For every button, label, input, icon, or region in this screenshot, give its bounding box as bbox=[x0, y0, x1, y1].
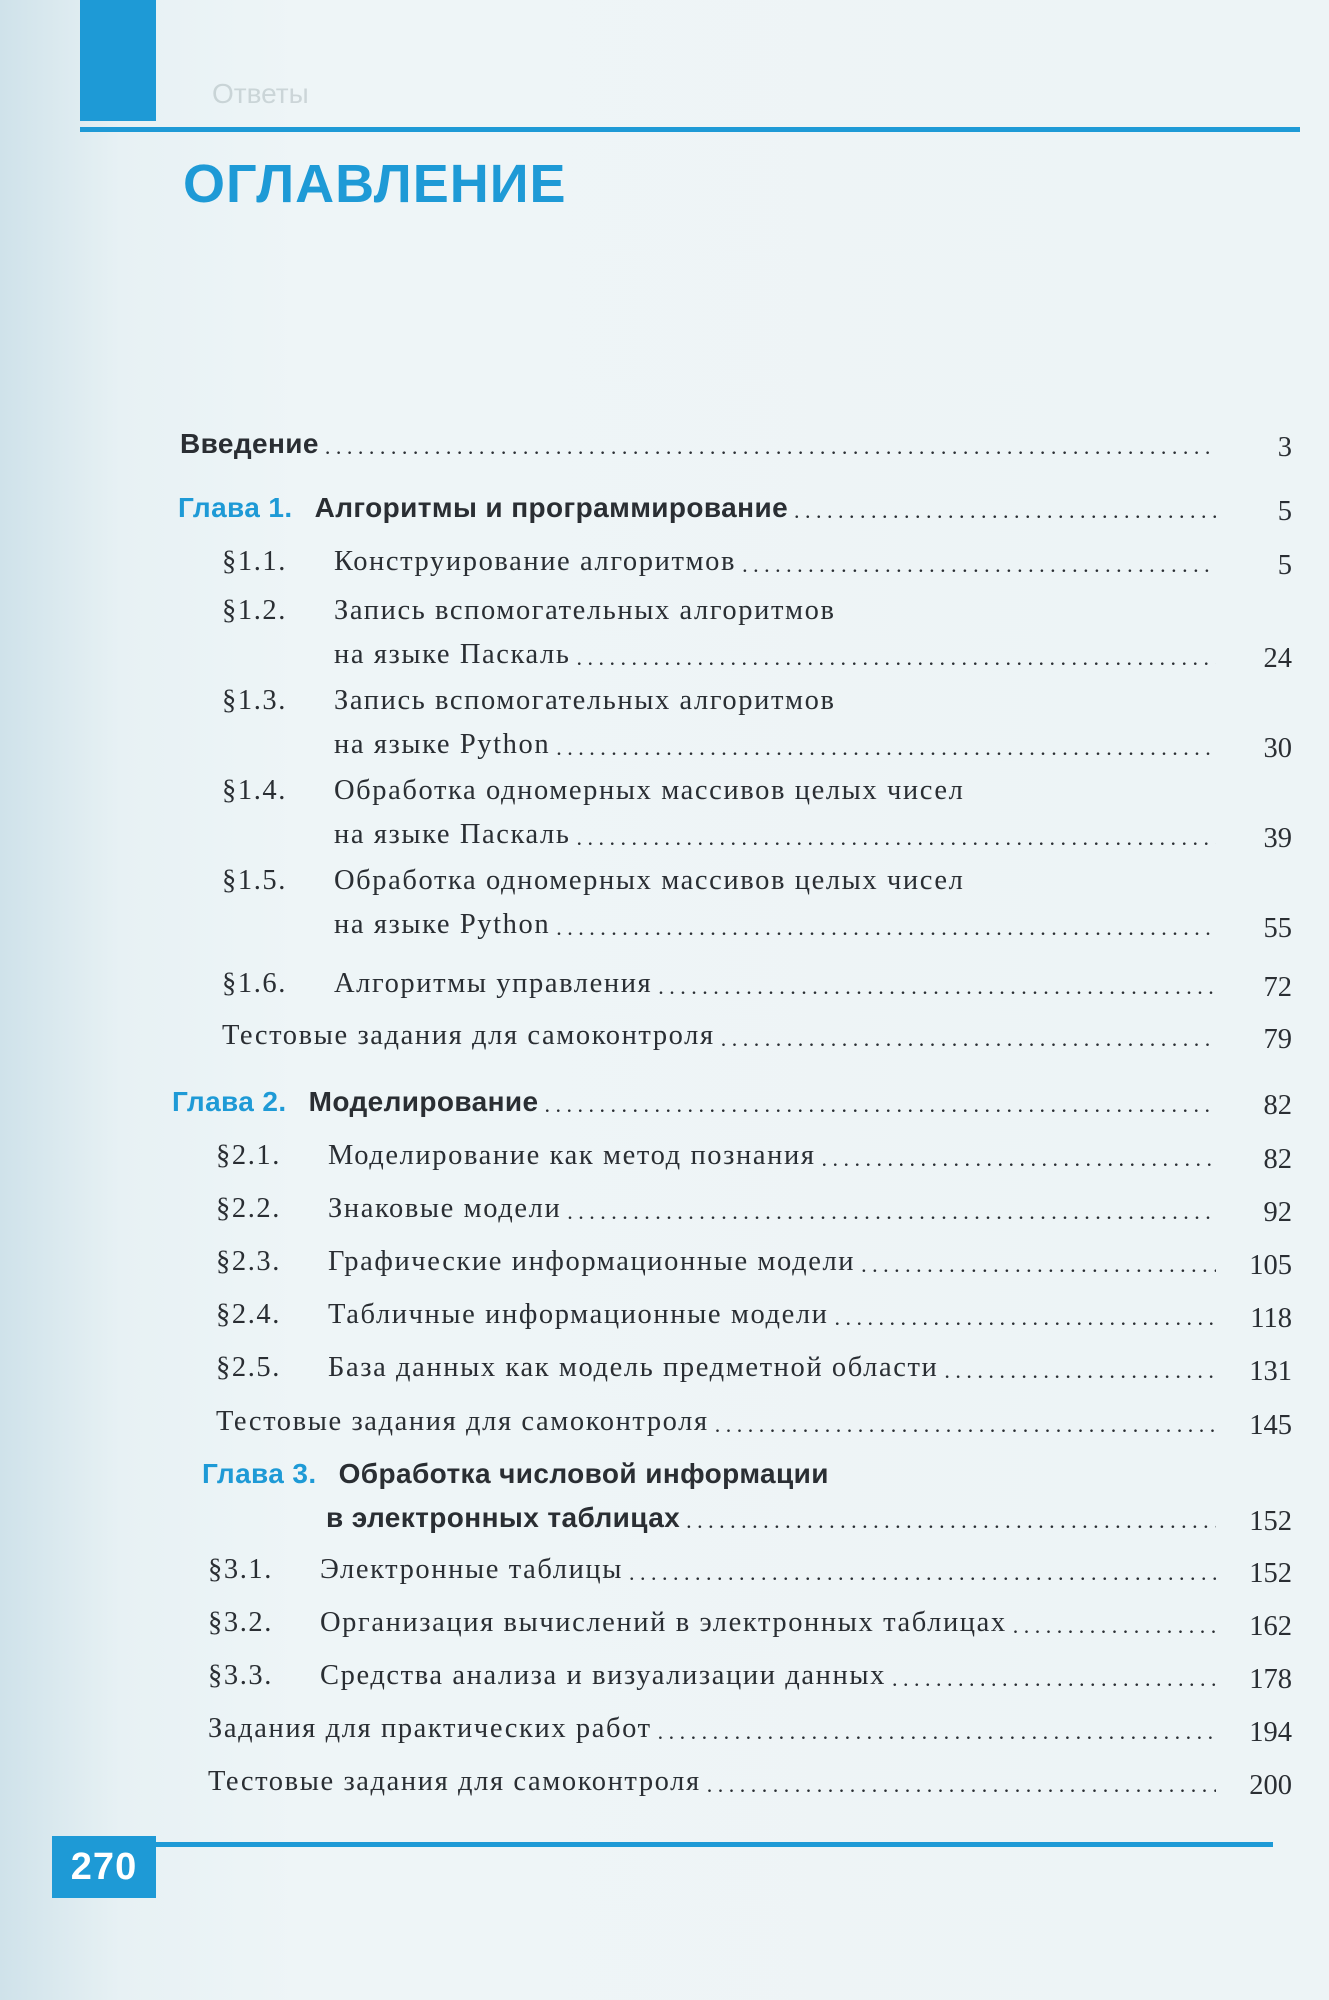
toc-practice-ch3[interactable] bbox=[208, 1703, 1292, 1747]
section-number: §3.3. bbox=[208, 1660, 273, 1691]
section-number: §2.2. bbox=[216, 1193, 281, 1224]
section-title: Организация вычислений в электронных таблицах bbox=[320, 1607, 1007, 1638]
toc-page-ref: 79 bbox=[1263, 1024, 1292, 1055]
section-heading bbox=[216, 1138, 816, 1174]
toc-section-3-2[interactable] bbox=[208, 1597, 1292, 1641]
section-number: §1.3. bbox=[222, 685, 287, 716]
section-number: §1.1. bbox=[222, 546, 287, 577]
toc-page-ref: 194 bbox=[1249, 1717, 1292, 1748]
dot-leader bbox=[1013, 1611, 1216, 1641]
section-number: §1.4. bbox=[222, 775, 287, 806]
section-heading bbox=[216, 1297, 829, 1333]
dot-leader bbox=[707, 1770, 1216, 1800]
chapter-label: Глава 3. bbox=[202, 1458, 317, 1489]
toc-page-ref: 82 bbox=[1263, 1090, 1292, 1121]
toc-section-2-3[interactable] bbox=[216, 1236, 1292, 1280]
dot-leader bbox=[822, 1144, 1216, 1174]
toc-page-ref: 105 bbox=[1249, 1250, 1292, 1281]
chapter-label: Глава 2. bbox=[172, 1086, 287, 1117]
toc-intro-label: Введение bbox=[180, 428, 319, 459]
running-head-showthrough: Ответы bbox=[212, 78, 309, 109]
section-title-line2: на языке Паскаль bbox=[334, 819, 571, 850]
section-heading bbox=[216, 1244, 855, 1280]
section-title-line2: на языке Паскаль bbox=[334, 639, 571, 670]
section-number: §2.3. bbox=[216, 1246, 281, 1277]
chapter-heading bbox=[172, 1084, 539, 1120]
toc-page-ref: 145 bbox=[1249, 1410, 1292, 1441]
section-number: §2.1. bbox=[216, 1140, 281, 1171]
section-heading bbox=[208, 1658, 886, 1694]
toc-section-2-5[interactable] bbox=[216, 1342, 1292, 1386]
section-title: Знаковые модели bbox=[328, 1193, 562, 1224]
dot-leader bbox=[861, 1250, 1216, 1280]
toc-page-ref: 30 bbox=[1263, 733, 1292, 764]
section-number: §1.6. bbox=[222, 968, 287, 999]
toc-section-3-1[interactable] bbox=[208, 1544, 1292, 1588]
section-heading bbox=[222, 544, 736, 580]
dot-leader bbox=[629, 1558, 1216, 1588]
section-title: Конструирование алгоритмов bbox=[334, 546, 737, 577]
dot-leader bbox=[742, 550, 1216, 580]
toc-page-ref: 152 bbox=[1249, 1506, 1292, 1537]
toc-tests-ch3[interactable] bbox=[208, 1756, 1292, 1800]
toc-section-1-5[interactable] bbox=[222, 863, 1292, 943]
section-heading-line1 bbox=[222, 593, 1292, 629]
dot-leader bbox=[658, 972, 1216, 1002]
dot-leader bbox=[721, 1024, 1216, 1054]
toc-page-ref: 131 bbox=[1249, 1356, 1292, 1387]
toc-page-ref: 178 bbox=[1249, 1664, 1292, 1695]
section-title: Электронные таблицы bbox=[320, 1554, 624, 1585]
chapter-heading-line2 bbox=[202, 1492, 1292, 1536]
toc-page-ref: 72 bbox=[1263, 972, 1292, 1003]
page-number: 270 bbox=[52, 1836, 156, 1898]
toc-page-ref: 55 bbox=[1263, 913, 1292, 944]
toc-page-ref: 92 bbox=[1263, 1197, 1292, 1228]
section-heading-line1 bbox=[222, 683, 1292, 719]
toc-page-ref: 5 bbox=[1277, 496, 1292, 527]
chapter-title-line2: в электронных таблицах bbox=[326, 1502, 681, 1533]
section-number: §2.4. bbox=[216, 1299, 281, 1330]
section-heading-line1 bbox=[222, 863, 1292, 899]
toc-chapter-1[interactable] bbox=[178, 482, 1292, 526]
section-number: §3.2. bbox=[208, 1607, 273, 1638]
toc-intro[interactable] bbox=[180, 418, 1292, 462]
toc-section-2-1[interactable] bbox=[216, 1130, 1292, 1174]
page-title: ОГЛАВЛЕНИЕ bbox=[183, 154, 567, 214]
toc-page-ref: 200 bbox=[1249, 1770, 1292, 1801]
section-number: §3.1. bbox=[208, 1554, 273, 1585]
section-heading bbox=[208, 1552, 623, 1588]
section-title-line1: Запись вспомогательных алгоритмов bbox=[334, 595, 836, 626]
toc-page-ref: 162 bbox=[1249, 1611, 1292, 1642]
section-heading-line2 bbox=[222, 719, 1292, 763]
section-title: Моделирование как метод познания bbox=[328, 1140, 816, 1171]
toc-section-1-3[interactable] bbox=[222, 683, 1292, 763]
toc-section-1-2[interactable] bbox=[222, 593, 1292, 673]
dot-leader bbox=[325, 432, 1216, 462]
toc-page-ref: 152 bbox=[1249, 1558, 1292, 1589]
dot-leader bbox=[556, 733, 1216, 763]
toc-tests-ch1[interactable] bbox=[222, 1010, 1292, 1054]
section-heading bbox=[208, 1605, 1007, 1641]
chapter-heading-line1 bbox=[202, 1456, 1292, 1492]
dot-leader bbox=[794, 496, 1216, 526]
toc-chapter-3[interactable] bbox=[202, 1456, 1292, 1536]
dot-leader bbox=[658, 1717, 1216, 1747]
tests-title: Тестовые задания для самоконтроля bbox=[208, 1766, 701, 1797]
chapter-title: Моделирование bbox=[308, 1086, 539, 1117]
toc-page-ref: 39 bbox=[1263, 823, 1292, 854]
section-title: База данных как модель предметной области bbox=[328, 1352, 939, 1383]
toc-page-ref: 5 bbox=[1277, 550, 1292, 581]
section-heading bbox=[216, 1350, 938, 1386]
practice-title: Задания для практических работ bbox=[208, 1713, 652, 1744]
dot-leader bbox=[835, 1303, 1216, 1333]
chapter-title-line1: Обработка числовой информации bbox=[338, 1458, 829, 1489]
section-heading bbox=[222, 966, 652, 1002]
toc-page-ref: 3 bbox=[1277, 432, 1292, 463]
section-title-line1: Обработка одномерных массивов целых чисел bbox=[334, 775, 965, 806]
section-title: Алгоритмы управления bbox=[334, 968, 653, 999]
toc-tests-ch2[interactable] bbox=[216, 1396, 1292, 1440]
toc-section-3-3[interactable] bbox=[208, 1650, 1292, 1694]
tests-title: Тестовые задания для самоконтроля bbox=[222, 1020, 715, 1051]
chapter-label: Глава 1. bbox=[178, 492, 293, 523]
section-title-line1: Запись вспомогательных алгоритмов bbox=[334, 685, 836, 716]
toc-page-ref: 24 bbox=[1263, 643, 1292, 674]
toc-section-1-4[interactable] bbox=[222, 773, 1292, 853]
dot-leader bbox=[576, 823, 1216, 853]
section-number: §1.2. bbox=[222, 595, 287, 626]
dot-leader bbox=[556, 913, 1216, 943]
dot-leader bbox=[715, 1410, 1216, 1440]
section-title-line2: на языке Python bbox=[334, 729, 551, 760]
dot-leader bbox=[944, 1356, 1216, 1386]
toc-section-1-6[interactable] bbox=[222, 958, 1292, 1002]
section-heading bbox=[216, 1191, 561, 1227]
toc-page-ref: 82 bbox=[1263, 1144, 1292, 1175]
dot-leader bbox=[576, 643, 1216, 673]
section-title: Графические информационные модели bbox=[328, 1246, 856, 1277]
chapter-title: Алгоритмы и программирование bbox=[314, 492, 789, 523]
bottom-rule bbox=[80, 1842, 1273, 1847]
chapter-heading bbox=[178, 490, 788, 526]
section-heading-line2 bbox=[222, 899, 1292, 943]
section-title-line2: на языке Python bbox=[334, 909, 551, 940]
toc-section-2-4[interactable] bbox=[216, 1289, 1292, 1333]
dot-leader bbox=[545, 1090, 1216, 1120]
toc-chapter-2[interactable] bbox=[172, 1076, 1292, 1120]
dot-leader bbox=[892, 1664, 1216, 1694]
toc-page-ref: 118 bbox=[1250, 1303, 1292, 1334]
toc-section-2-2[interactable] bbox=[216, 1183, 1292, 1227]
dot-leader bbox=[567, 1197, 1216, 1227]
toc-section-1-1[interactable] bbox=[222, 536, 1292, 580]
section-title: Средства анализа и визуализации данных bbox=[320, 1660, 886, 1691]
section-number: §1.5. bbox=[222, 865, 287, 896]
dot-leader bbox=[686, 1506, 1216, 1536]
section-title: Табличные информационные модели bbox=[328, 1299, 829, 1330]
section-heading-line2 bbox=[222, 629, 1292, 673]
section-title-line1: Обработка одномерных массивов целых чисел bbox=[334, 865, 965, 896]
section-heading-line2 bbox=[222, 809, 1292, 853]
tests-title: Тестовые задания для самоконтроля bbox=[216, 1406, 709, 1437]
section-number: §2.5. bbox=[216, 1352, 281, 1383]
section-heading-line1 bbox=[222, 773, 1292, 809]
